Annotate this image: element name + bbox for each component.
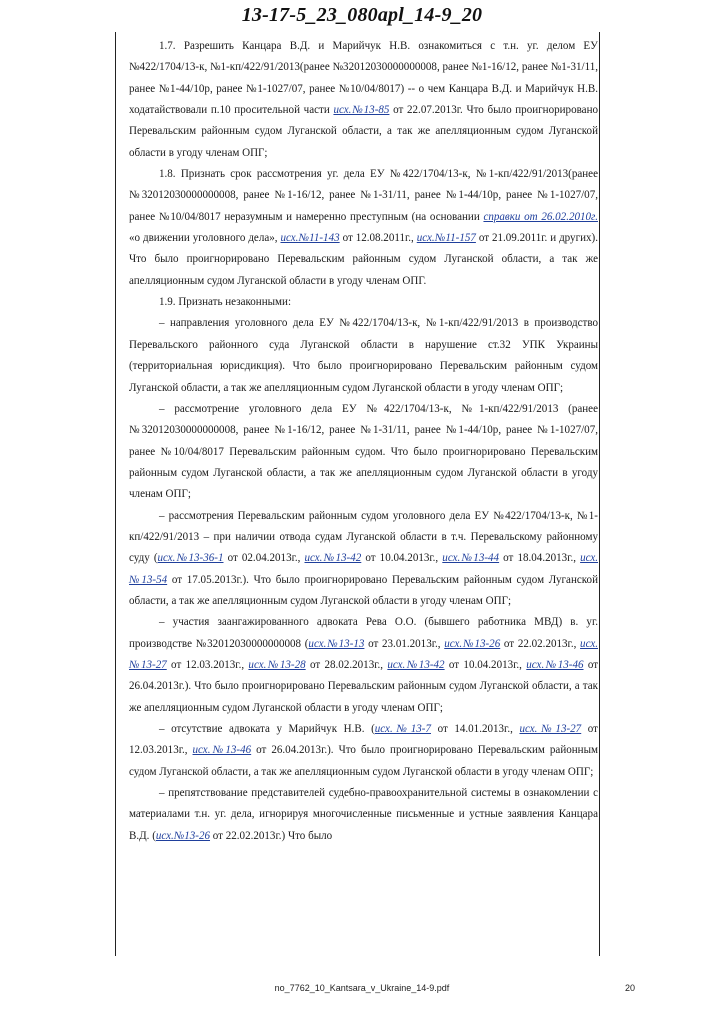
footer-page-number: 20 xyxy=(625,983,636,993)
reference-link[interactable]: исх.№13-42 xyxy=(387,658,445,671)
reference-link[interactable]: исх.№13-42 xyxy=(304,552,362,565)
footer-filename: no_7762_10_Kantsara_v_Ukraine_14-9.pdf xyxy=(274,983,450,993)
reference-link[interactable]: исх.№13-46 xyxy=(192,744,252,757)
reference-link[interactable]: исх.№13-85 xyxy=(333,104,390,117)
paragraph-text: «о движении уголовного дела», xyxy=(129,232,281,245)
reference-link[interactable]: исх.№13-44 xyxy=(442,552,500,565)
list-item-consideration xyxy=(129,399,598,506)
paragraph-text: от 10.04.2013г., xyxy=(361,552,443,565)
paragraph-1-7 xyxy=(129,36,598,164)
document-body xyxy=(129,36,598,847)
paragraph-text: – отсутствие адвоката у Марийчук Н.В. ( xyxy=(159,723,375,735)
paragraph-text: – участия заангажированного адвоката Рева О.О. (бывшего работника МВД) в. уг. производстве №32012030000000008 ( xyxy=(129,616,598,650)
paragraph-text: от 02.04.2013г., xyxy=(223,552,305,565)
paragraph-text: от 10.04.2013г., xyxy=(444,658,527,671)
paragraph-text: – рассмотрения Перевальским районным судом уголовного дела ЕУ №422/1704/13-к, №1-кп/422/91/2013 – при наличии отвода судам Луганской области в т.ч. Перевальскому районному суду ( xyxy=(129,509,598,565)
paragraph-text: от 23.01.2013г., xyxy=(364,637,445,650)
paragraph-text: от 17.05.2013г.). Что было проигнорировано Перевальским районным судом Луганской области, а так же апелляционным судом Луганской области в угоду членам ОПГ; xyxy=(129,573,598,607)
paragraph-1-8 xyxy=(129,164,598,292)
paragraph-1-9 xyxy=(129,292,598,313)
list-item-direction xyxy=(129,313,598,398)
paragraph-text: от 22.07.2013г. Что было проигнорировано Перевальским районным судом Луганской области, а так же апелляционным судом Луганской области в угоду членам ОПГ; xyxy=(129,104,599,159)
list-item-no-lawyer xyxy=(129,719,598,783)
paragraph-text: 1.7. Разрешить Канцара В.Д. и Марийчук Н.В. ознакомиться с т.н. уг. делом ЕУ №422/1704/13-к, №1-кп/422/91/2013(ранее №32012030000000008, ранее №1-16/12, ранее №1-31/11, ранее №1-44/10р, ранее №1-1027/07, ранее №10/04/8017) -- о чем Канцара В.Д. и Марийчук Н.В. ходатайствовали п.10 просительной части xyxy=(129,40,598,117)
paragraph-text: – направления уголовного дела ЕУ №422/1704/13-к, №1-кп/422/91/2013 в производство Перевальского районного суда Луганской области в нарушение ст.32 УПК Украины (территориальная юрисдикция). Что было проигнорировано Перевальским районным судом Луганской области, а так же апелляционным судом Луганской области в угоду членам ОПГ; xyxy=(129,317,598,394)
paragraph-text: от 12.08.2011г., xyxy=(339,232,417,245)
reference-link[interactable]: исх.№13-27 xyxy=(519,723,582,735)
reference-link[interactable]: исх.№13-13 xyxy=(308,637,365,650)
list-item-obstruction xyxy=(129,783,598,847)
paragraph-text: – препятствование представителей судебно-правоохранительной системы в ознакомлении с материалами т.н. уг. дела, игнорируя многочисленные письменные и устные заявления Канцара В.Д. ( xyxy=(129,787,598,842)
paragraph-text: от 28.02.2013г., xyxy=(305,658,388,671)
reference-link[interactable]: справки от 26.02.2010г. xyxy=(483,210,598,223)
paragraph-text: от 22.02.2013г.) Что было xyxy=(210,829,333,842)
paragraph-text: от 12.03.2013г., xyxy=(166,658,249,671)
reference-link[interactable]: исх.№13-46 xyxy=(526,658,584,671)
reference-link[interactable]: исх.№13-28 xyxy=(248,658,306,671)
paragraph-text: от 18.04.2013г., xyxy=(499,552,581,565)
paragraph-text: – рассмотрение уголовного дела ЕУ №422/1704/13-к, №1-кп/422/91/2013 (ранее №32012030000000008, ранее №1-16/12, ранее №1-31/11, ранее №1-44/10р, ранее №1-1027/07, ранее №10/04/8017 Перевальским районным судом. Что было проигнорировано Перевальским районным судом Луганской области, а так же апелляционным судом Луганской области в угоду членам ОПГ; xyxy=(129,402,598,501)
paragraph-text: от 26.04.2013г.). Что было проигнорировано Перевальским районным судом Луганской области, а так же апелляционным судом Луганской области в угоду членам ОПГ; xyxy=(129,658,599,714)
reference-link[interactable]: исх.№11-143 xyxy=(280,232,340,245)
paragraph-text: 1.8. Признать срок рассмотрения уг. дела ЕУ №422/1704/13-к, №1-кп/422/91/2013(ранее №32012030000000008, ранее №1-16/12, ранее №1-31/11, ранее №1-44/10р, ранее №1-1027/07, ранее №10/04/8017 неразумным и намеренно преступным (на основании xyxy=(129,168,598,223)
reference-link[interactable]: исх.№13-7 xyxy=(374,723,431,735)
paragraph-text: от 14.01.2013г., xyxy=(431,723,520,735)
paragraph-text: 1.9. Признать незаконными: xyxy=(159,296,292,309)
document-header-title: 13-17-5_23_080apl_14-9_20 xyxy=(241,4,483,26)
reference-link[interactable]: исх.№13-26 xyxy=(444,637,501,650)
reference-link[interactable]: исх.№11-157 xyxy=(416,232,476,245)
reference-link[interactable]: исх.№13-27 xyxy=(129,637,598,671)
list-item-challenge xyxy=(129,506,598,613)
reference-link[interactable]: исх.№13-54 xyxy=(129,552,599,586)
paragraph-text: от 22.02.2013г., xyxy=(500,637,581,650)
paragraph-text: от 21.09.2011г. и других). Что было проигнорировано Перевальским районным судом Луганской области, а так же апелляционным судом Луганской области в угоду членам ОПГ. xyxy=(129,232,598,287)
reference-link[interactable]: исх.№13-26 xyxy=(155,829,211,842)
reference-link[interactable]: исх.№13-36-1 xyxy=(157,552,224,565)
list-item-lawyer xyxy=(129,612,598,719)
paragraph-text: от 12.03.2013г., xyxy=(129,723,598,757)
paragraph-text: от 26.04.2013г.). Что было проигнорировано Перевальским районным судом Луганской области, а так же апелляционным судом Луганской области в угоду членам ОПГ; xyxy=(129,744,598,778)
